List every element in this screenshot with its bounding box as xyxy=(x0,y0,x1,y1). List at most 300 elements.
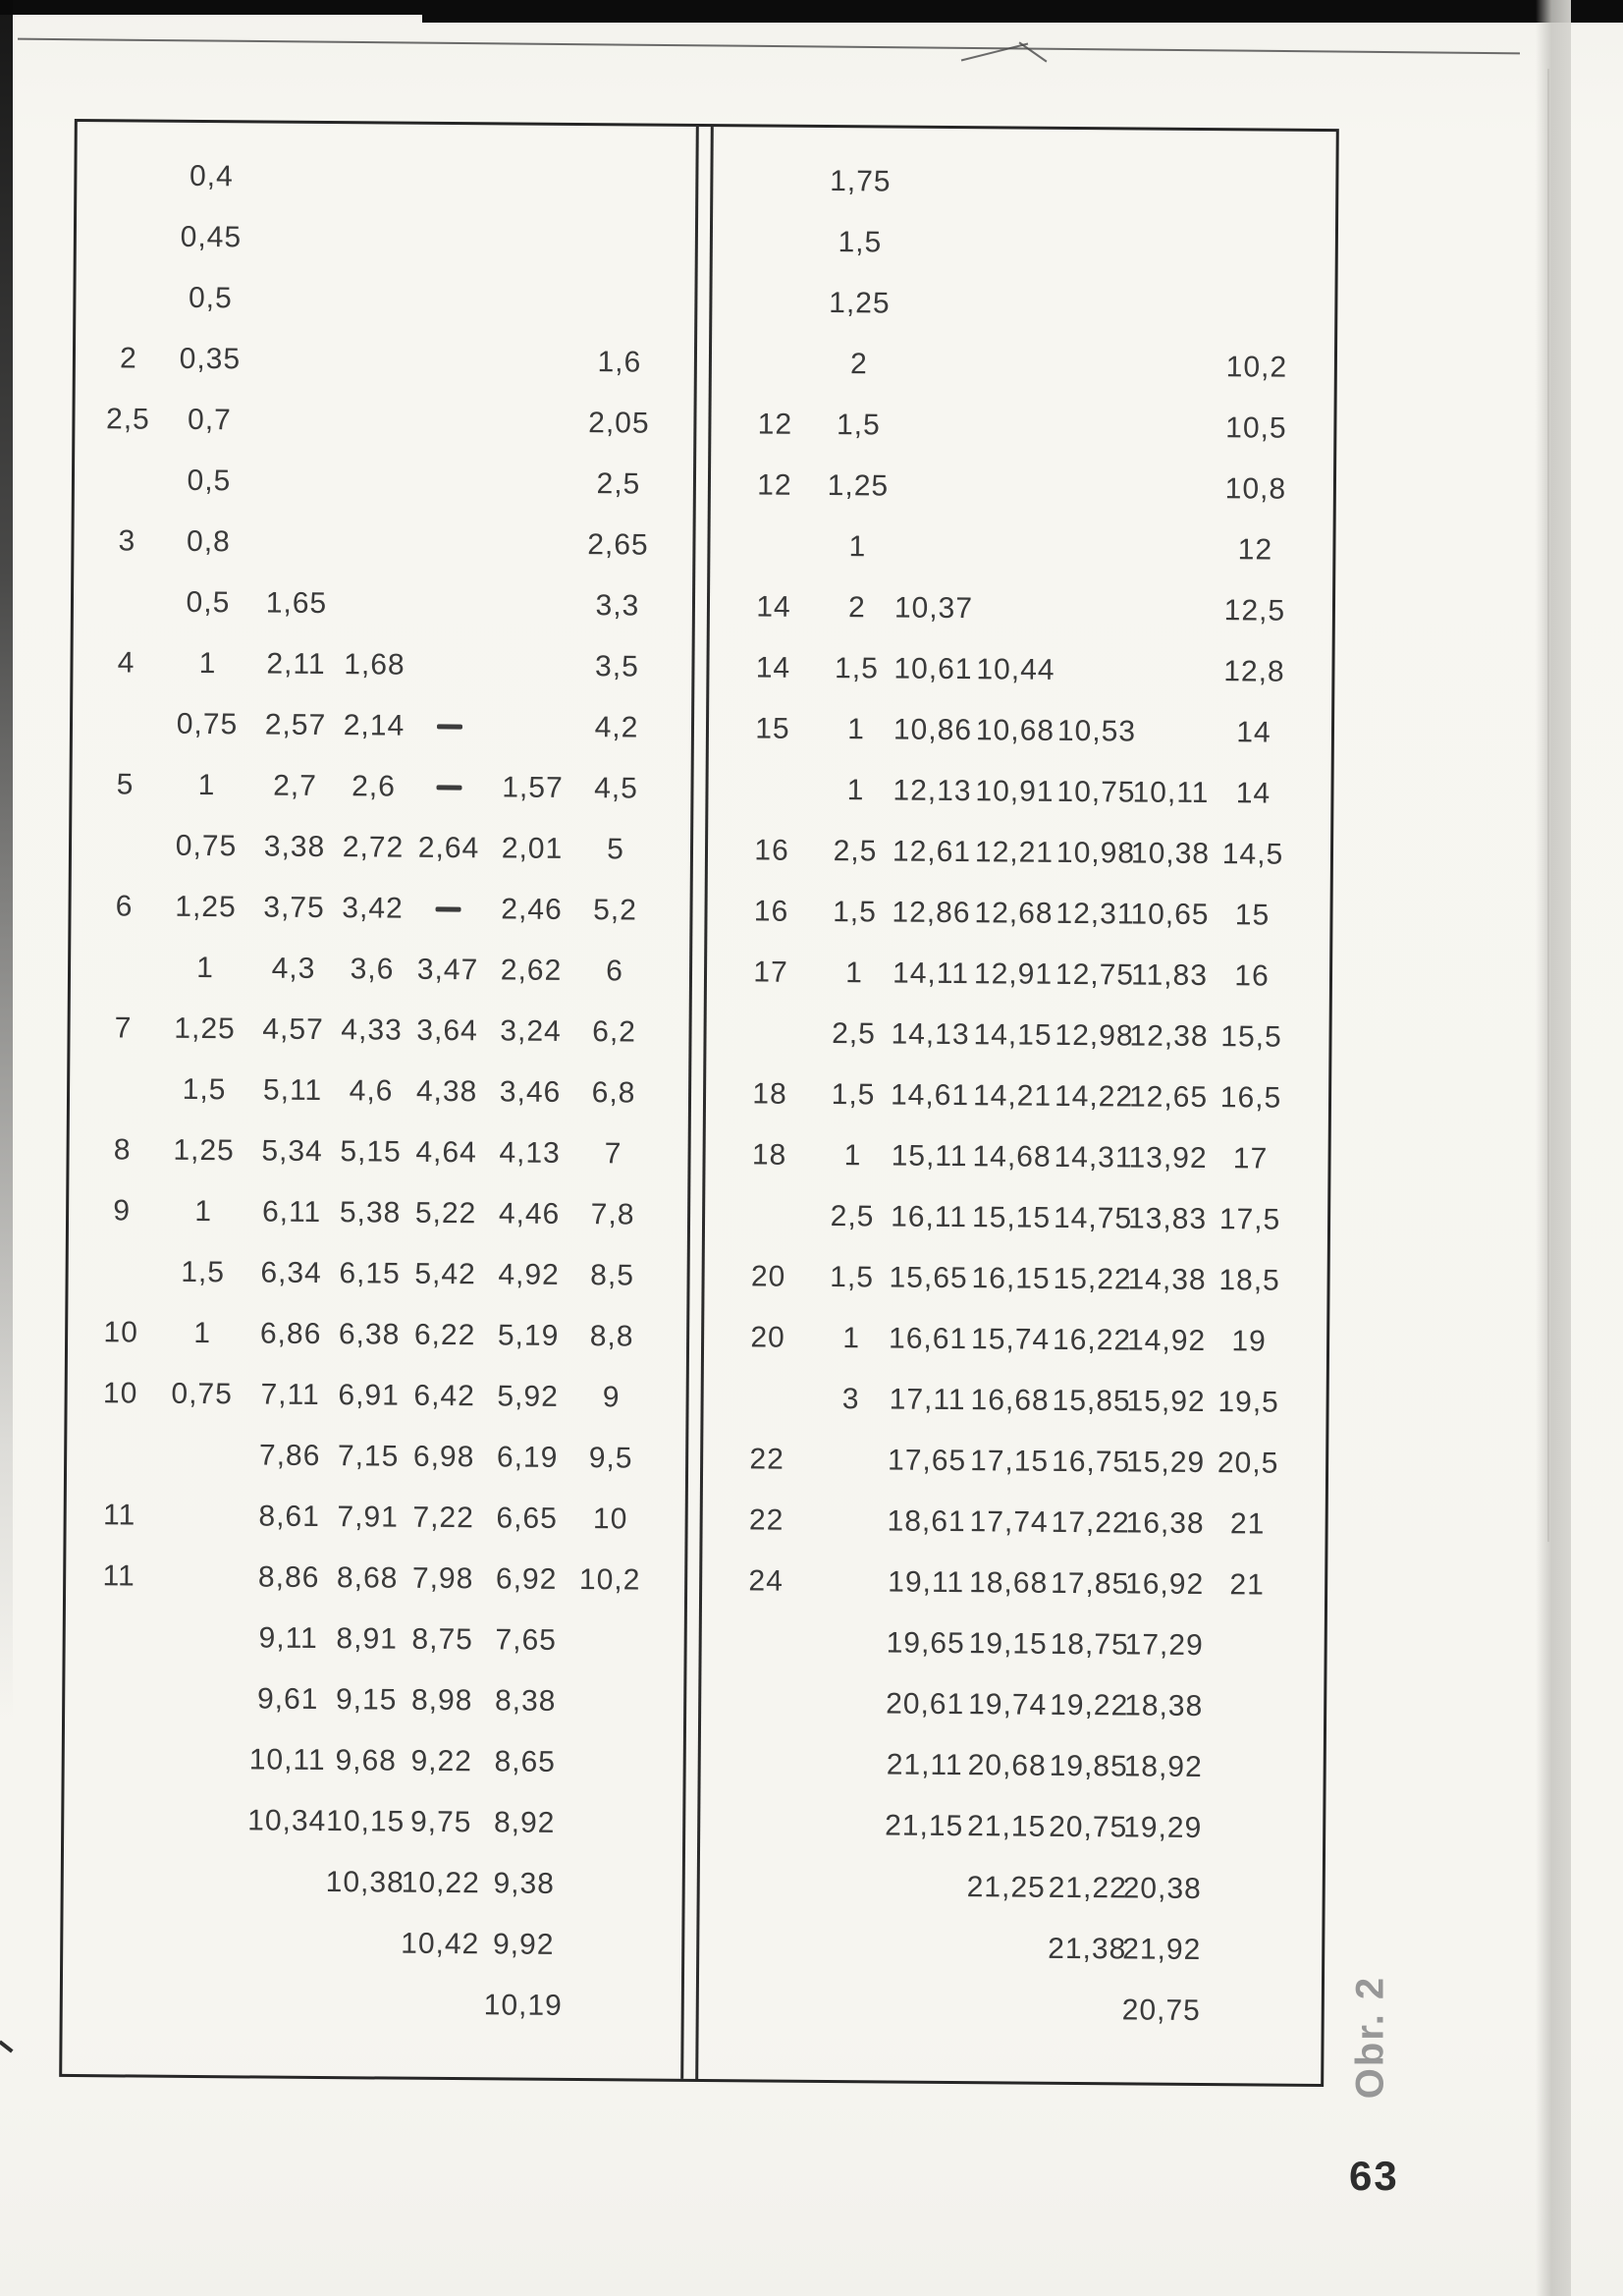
table-cell: 19,11 xyxy=(888,1565,965,1600)
table-cell: 8,75 xyxy=(411,1622,474,1657)
table-cell: 12 xyxy=(757,468,792,502)
table-cell: 9,92 xyxy=(492,1928,555,1961)
table-cell: 3,24 xyxy=(500,1014,562,1048)
table-cell: 15,74 xyxy=(970,1323,1051,1356)
table-row xyxy=(706,759,1328,825)
table-cell: 1,25 xyxy=(827,469,890,503)
table-cell: 12,38 xyxy=(1129,1019,1209,1054)
table-cell: 10,75 xyxy=(1056,775,1136,809)
table-cell: 18,61 xyxy=(887,1504,966,1539)
table-row xyxy=(65,1667,681,1733)
table-cell: 17 xyxy=(753,956,788,989)
table-cell: 7,15 xyxy=(337,1440,400,1473)
table-cell: 12,21 xyxy=(974,836,1055,869)
table-cell: 15,92 xyxy=(1126,1385,1206,1419)
table-cell: 5,42 xyxy=(414,1257,476,1291)
table-cell: 10,2 xyxy=(1225,351,1288,384)
table-cell: 1,5 xyxy=(830,1261,875,1294)
table-cell: 3 xyxy=(841,1383,860,1416)
table-cell: 1 xyxy=(193,1316,212,1350)
table-cell: 8,91 xyxy=(336,1622,399,1656)
table-cell: 8,68 xyxy=(336,1561,399,1595)
table-cell: 1 xyxy=(197,768,216,802)
table-cell: 3,5 xyxy=(594,650,639,683)
table-cell: 8,61 xyxy=(258,1500,321,1533)
table-row xyxy=(710,272,1332,338)
table-cell: 5,15 xyxy=(340,1135,402,1169)
table-cell: 5,92 xyxy=(497,1380,559,1413)
table-row xyxy=(704,1064,1326,1129)
table-cell: 12,91 xyxy=(973,957,1054,991)
table-row xyxy=(63,1911,679,1977)
table-cell: 10,5 xyxy=(1225,411,1287,445)
table-cell: 6,91 xyxy=(338,1379,400,1412)
table-cell: 24 xyxy=(748,1564,784,1598)
table-cell: 1,75 xyxy=(830,165,892,198)
table-cell: 20,38 xyxy=(1122,1872,1202,1906)
table-cell: 8,5 xyxy=(590,1259,635,1292)
table-cell: 17,15 xyxy=(969,1445,1050,1478)
table-row xyxy=(706,820,1328,886)
table-cell: 21,11 xyxy=(886,1748,963,1782)
table-cell: 6,38 xyxy=(338,1318,401,1351)
table-cell: 14,92 xyxy=(1126,1324,1207,1358)
table-row xyxy=(67,1363,683,1429)
table-row xyxy=(705,942,1327,1008)
table-row xyxy=(64,1728,680,1794)
table-cell: 17,5 xyxy=(1218,1203,1281,1236)
table-cell: 14,21 xyxy=(972,1079,1053,1113)
table-cell: 20,61 xyxy=(886,1687,965,1722)
table-cell: 2,5 xyxy=(832,1017,877,1051)
table-cell: 1,5 xyxy=(833,896,878,929)
table-row xyxy=(699,1612,1322,1677)
table-row xyxy=(75,450,691,516)
table-cell: 9,22 xyxy=(410,1744,473,1778)
table-cell: 21,92 xyxy=(1122,1933,1202,1967)
table-cell: 9,68 xyxy=(335,1744,398,1777)
table-row xyxy=(698,1794,1321,1860)
table-cell: 12 xyxy=(757,408,793,441)
table-cell: 9,15 xyxy=(335,1683,398,1717)
table-row xyxy=(709,394,1331,460)
table-cell: 14,11 xyxy=(892,957,970,991)
table-cell: 4,3 xyxy=(271,952,316,985)
table-cell: 2,11 xyxy=(266,647,326,681)
table-cell: 4,64 xyxy=(415,1135,477,1170)
table-row xyxy=(71,937,687,1003)
table-cell: 3 xyxy=(118,524,136,558)
table-row xyxy=(77,206,693,272)
table-row xyxy=(697,1977,1320,2043)
table-cell: 14,38 xyxy=(1127,1263,1207,1297)
table-cell: 5,2 xyxy=(593,894,638,927)
table-cell: 0,8 xyxy=(186,524,231,559)
scan-hairline xyxy=(18,38,1520,55)
table-cell: 0,75 xyxy=(176,707,239,741)
table-cell: 12,13 xyxy=(893,774,972,808)
table-cell: 2,65 xyxy=(587,528,649,562)
table-row xyxy=(70,1059,686,1124)
table-cell: 18 xyxy=(752,1077,787,1111)
table-cell: 10,37 xyxy=(893,591,974,626)
table-cell: 12,65 xyxy=(1128,1080,1209,1115)
table-row xyxy=(69,1180,685,1246)
table-cell: 12 xyxy=(1237,533,1273,567)
table-cell-dash xyxy=(436,906,461,911)
table-cell: 6,65 xyxy=(496,1502,558,1535)
table-cell: 19,22 xyxy=(1050,1688,1129,1722)
table-cell: 2,5 xyxy=(833,835,878,868)
table-row xyxy=(75,389,691,455)
table-cell: 1,25 xyxy=(175,890,237,924)
table-cell: 16 xyxy=(753,895,789,928)
table-cell: 15,22 xyxy=(1053,1262,1132,1296)
table-cell: 14,61 xyxy=(890,1078,970,1113)
table-cell: 15,15 xyxy=(971,1201,1052,1234)
table-cell: 1,25 xyxy=(173,1133,235,1168)
table-row xyxy=(701,1368,1324,1434)
table-row xyxy=(709,455,1331,520)
table-cell: 22 xyxy=(748,1503,784,1537)
table-cell: 7,91 xyxy=(337,1501,400,1534)
table-row xyxy=(708,516,1330,581)
table-row xyxy=(708,576,1330,642)
table-row xyxy=(63,1972,679,2038)
table-cell: 19,74 xyxy=(968,1688,1048,1722)
table-row xyxy=(700,1490,1323,1556)
table-cell: 2 xyxy=(119,342,137,375)
table-cell: 13,92 xyxy=(1128,1141,1208,1175)
table-cell: 21,38 xyxy=(1048,1932,1127,1966)
table-cell: 4 xyxy=(117,646,135,680)
table-cell: 17,22 xyxy=(1051,1505,1130,1540)
table-cell: 0,4 xyxy=(189,159,234,193)
table-cell: 10,91 xyxy=(975,775,1055,808)
table-cell: 2 xyxy=(847,591,866,625)
table-cell: 15,85 xyxy=(1052,1384,1131,1418)
page-edge-line xyxy=(1547,69,1549,1542)
table-cell: 1 xyxy=(196,951,215,985)
table-cell: 3,42 xyxy=(342,892,404,925)
table-cell: 10,8 xyxy=(1224,472,1287,506)
table-cell: 5 xyxy=(116,768,135,801)
table-cell: 1 xyxy=(846,774,865,807)
table-cell: 1,25 xyxy=(174,1011,236,1046)
table-row xyxy=(702,1246,1325,1312)
table-row xyxy=(699,1672,1322,1738)
table-row xyxy=(707,698,1329,764)
table-cell: 10,19 xyxy=(483,1989,563,2022)
table-cell: 15,29 xyxy=(1125,1446,1206,1480)
table-cell: 16,11 xyxy=(891,1200,968,1234)
table-cell: 2,05 xyxy=(588,407,650,440)
table-cell: 20,68 xyxy=(967,1749,1047,1782)
table-cell: 4,6 xyxy=(349,1074,394,1108)
table-cell: 18,5 xyxy=(1218,1264,1280,1297)
table-cell: 3,47 xyxy=(416,953,479,987)
table-cell: 6,98 xyxy=(412,1440,475,1474)
table-cell: 7,8 xyxy=(590,1198,635,1231)
table-cell: 0,35 xyxy=(179,342,242,376)
table-cell: 0,5 xyxy=(188,281,233,315)
table-cell: 2,46 xyxy=(501,893,563,926)
table-row xyxy=(72,815,688,881)
left-number-table xyxy=(62,145,693,2079)
table-cell: 21,25 xyxy=(966,1871,1046,1904)
table-cell: 20,75 xyxy=(1049,1810,1128,1844)
table-cell: 2,57 xyxy=(264,708,327,742)
table-cell: 6,11 xyxy=(261,1195,322,1229)
table-cell: 8,38 xyxy=(494,1684,557,1718)
table-cell: 20,75 xyxy=(1121,1994,1201,2028)
table-cell: 3,64 xyxy=(416,1013,478,1048)
table-cell: 21 xyxy=(1229,1507,1266,1541)
table-cell: 8,65 xyxy=(494,1745,557,1778)
table-cell: 20,5 xyxy=(1217,1447,1279,1480)
scan-squiggle xyxy=(1019,41,1048,62)
table-row xyxy=(73,693,689,759)
table-cell: 10,98 xyxy=(1055,836,1136,870)
table-cell: 4,57 xyxy=(262,1012,324,1046)
page-number: 63 xyxy=(1349,2153,1399,2199)
table-cell: 17,85 xyxy=(1050,1566,1130,1601)
table-cell: 9,61 xyxy=(256,1682,319,1716)
table-cell: 3,46 xyxy=(499,1075,562,1109)
table-cell: 9,5 xyxy=(588,1442,633,1475)
table-row xyxy=(73,632,689,698)
table-row xyxy=(69,1120,685,1185)
table-cell: 12,98 xyxy=(1055,1018,1134,1053)
table-row xyxy=(66,1485,682,1551)
table-cell: 2,72 xyxy=(342,831,405,864)
table-cell: 21,22 xyxy=(1048,1871,1127,1905)
table-cell: 1,25 xyxy=(829,287,891,320)
table-cell: 8,86 xyxy=(257,1560,320,1594)
table-cell: 1 xyxy=(847,713,865,746)
table-cell: 5 xyxy=(607,833,624,866)
table-cell: 5,34 xyxy=(261,1134,323,1168)
table-cell: 2,01 xyxy=(501,832,564,865)
table-row xyxy=(698,1733,1321,1799)
table-cell: 6,34 xyxy=(260,1256,322,1289)
table-cell: 0,7 xyxy=(187,403,232,437)
table-row xyxy=(77,145,693,211)
table-cell: 1 xyxy=(842,1322,861,1355)
scan-squiggle xyxy=(961,43,1028,62)
right-number-table xyxy=(696,150,1333,2084)
table-cell: 18,38 xyxy=(1124,1689,1204,1723)
table-cell: 14,68 xyxy=(972,1140,1052,1174)
table-cell: 16,92 xyxy=(1124,1567,1205,1602)
table-cell: 10 xyxy=(103,1316,138,1349)
table-cell: 1,5 xyxy=(182,1072,227,1107)
table-cell: 10,11 xyxy=(1132,776,1210,810)
table-cell: 19,5 xyxy=(1217,1386,1279,1419)
table-cell: 14 xyxy=(755,651,791,684)
table-cell: 2,7 xyxy=(273,769,318,802)
table-cell: 22 xyxy=(749,1443,784,1476)
table-row xyxy=(68,1302,684,1368)
table-cell: 10,15 xyxy=(326,1805,406,1838)
table-cell: 10,44 xyxy=(976,653,1055,686)
table-cell: 8 xyxy=(113,1133,132,1167)
table-cell: 10,68 xyxy=(975,714,1055,747)
table-cell: 10,86 xyxy=(893,713,973,747)
table-cell: 18,68 xyxy=(969,1566,1049,1600)
table-cell: 0,75 xyxy=(171,1377,233,1411)
table-row xyxy=(64,1850,680,1916)
table-cell: 2,14 xyxy=(343,709,406,742)
table-cell: 14,13 xyxy=(891,1017,970,1052)
table-cell: 1 xyxy=(198,646,217,681)
table-cell: 4,2 xyxy=(594,711,639,744)
table-cell: 5,38 xyxy=(339,1196,402,1230)
table-cell: 14,15 xyxy=(973,1018,1053,1052)
table-cell: 6 xyxy=(606,955,624,988)
table-cell: 12,75 xyxy=(1055,957,1135,992)
table-row xyxy=(697,1916,1320,1982)
table-row xyxy=(76,267,692,333)
table-cell: 18,92 xyxy=(1123,1750,1203,1784)
table-cell: 19,29 xyxy=(1123,1811,1203,1845)
table-cell: 8,92 xyxy=(493,1806,556,1839)
table-cell: 1,57 xyxy=(502,771,564,804)
table-cell: 7 xyxy=(114,1011,133,1045)
table-cell: 9 xyxy=(113,1194,132,1228)
table-cell: 13,83 xyxy=(1127,1202,1208,1236)
table-cell: 12,5 xyxy=(1223,594,1286,628)
table-cell: 9,38 xyxy=(493,1867,556,1900)
table-cell: 15,5 xyxy=(1220,1020,1282,1054)
table-cell: 20 xyxy=(750,1321,785,1354)
table-cell: 10,61 xyxy=(893,652,973,686)
table-cell: 6,92 xyxy=(495,1562,558,1596)
table-row xyxy=(711,211,1333,277)
table-cell: 16,75 xyxy=(1051,1445,1131,1479)
table-cell: 14 xyxy=(1236,716,1271,749)
table-cell: 10,42 xyxy=(401,1927,480,1961)
table-cell: 9,75 xyxy=(409,1805,472,1839)
table-cell: 21,15 xyxy=(967,1810,1047,1843)
table-cell: 10,53 xyxy=(1056,714,1137,748)
table-row xyxy=(68,1241,684,1307)
table-cell: 4,5 xyxy=(594,772,639,805)
table-cell: 11 xyxy=(102,1499,136,1532)
table-cell: 14,22 xyxy=(1054,1079,1134,1114)
table-cell: 4,46 xyxy=(498,1197,561,1230)
table-cell: 17,11 xyxy=(889,1383,966,1417)
table-cell: 19,65 xyxy=(886,1626,965,1661)
table-row xyxy=(697,1855,1320,1921)
table-cell: 12,68 xyxy=(974,897,1054,930)
table-cell: 16 xyxy=(1234,959,1270,993)
table-cell: 5,22 xyxy=(414,1196,477,1230)
table-row xyxy=(704,1003,1326,1068)
table-cell: 4,92 xyxy=(498,1258,560,1291)
table-cell: 10,38 xyxy=(325,1866,405,1899)
table-cell: 4,38 xyxy=(415,1074,478,1109)
table-cell: 19,15 xyxy=(968,1627,1048,1661)
table-cell: 6,8 xyxy=(591,1076,636,1110)
table-cell: 15,65 xyxy=(889,1261,968,1295)
table-cell: 11,83 xyxy=(1130,958,1209,993)
table-cell: 14,75 xyxy=(1053,1201,1133,1235)
table-cell: 6,86 xyxy=(259,1317,322,1350)
table-cell: 12,8 xyxy=(1223,655,1285,688)
table-cell: 15 xyxy=(755,712,790,745)
table-cell: 14,5 xyxy=(1221,838,1284,871)
table-row xyxy=(74,511,690,576)
table-cell: 6,42 xyxy=(413,1379,475,1413)
table-cell: 10 xyxy=(592,1503,628,1536)
table-row xyxy=(707,637,1329,703)
table-row xyxy=(65,1607,681,1672)
table-cell: 12,31 xyxy=(1055,897,1135,931)
table-cell: 6,15 xyxy=(339,1257,401,1290)
table-row xyxy=(67,1424,683,1490)
table-cell: 10,2 xyxy=(578,1563,641,1597)
table-cell: 17,29 xyxy=(1124,1628,1204,1663)
table-cell: 6,2 xyxy=(592,1015,637,1049)
table-cell: 7,98 xyxy=(411,1561,474,1596)
table-row xyxy=(703,1124,1325,1190)
table-row xyxy=(76,328,692,394)
table-cell: 16,5 xyxy=(1219,1081,1282,1115)
table-cell: 10,65 xyxy=(1130,898,1210,932)
table-cell: 3,75 xyxy=(263,891,325,924)
table-cell: 1,5 xyxy=(838,226,883,259)
table-cell: 16,61 xyxy=(888,1322,968,1356)
table-cell: 8,8 xyxy=(589,1320,634,1353)
table-cell: 16,15 xyxy=(971,1262,1051,1295)
table-row xyxy=(700,1551,1323,1616)
table-cell: 20 xyxy=(750,1260,786,1293)
table-cell: 2 xyxy=(849,348,868,381)
table-cell: 2,5 xyxy=(830,1200,875,1233)
table-row xyxy=(74,572,690,637)
table-cell: 1,5 xyxy=(834,652,879,685)
table-cell: 17,74 xyxy=(969,1505,1049,1539)
table-cell: 0,5 xyxy=(187,464,232,498)
table-cell: 1 xyxy=(843,1139,862,1173)
table-cell: 19,85 xyxy=(1049,1749,1128,1783)
figure-label: Obr. 2 xyxy=(1348,1975,1392,2100)
table-cell: 1,5 xyxy=(831,1078,876,1112)
table-cell: 5,19 xyxy=(497,1319,560,1352)
table-cell: 0,75 xyxy=(175,829,238,863)
table-cell: 1,5 xyxy=(836,409,881,442)
table-cell: 10,34 xyxy=(247,1804,327,1838)
table-cell: 1,65 xyxy=(265,586,328,621)
table-row xyxy=(70,998,686,1064)
table-cell: 7,22 xyxy=(412,1501,474,1535)
table-cell-dash xyxy=(436,785,461,790)
table-cell: 16 xyxy=(754,834,789,867)
table-cell: 14,31 xyxy=(1054,1140,1133,1175)
table-cell: 7,65 xyxy=(495,1623,558,1657)
scan-left-edge xyxy=(0,0,13,2296)
figure-frame xyxy=(59,119,1339,2087)
table-row xyxy=(71,876,687,942)
table-cell: 16,38 xyxy=(1125,1506,1205,1541)
table-row xyxy=(702,1307,1325,1373)
table-cell: 16,22 xyxy=(1052,1323,1132,1357)
table-cell: 16,68 xyxy=(970,1384,1050,1417)
table-cell: 1,6 xyxy=(597,346,642,379)
table-cell: 14 xyxy=(1235,777,1271,810)
table-cell: 18 xyxy=(751,1138,787,1172)
